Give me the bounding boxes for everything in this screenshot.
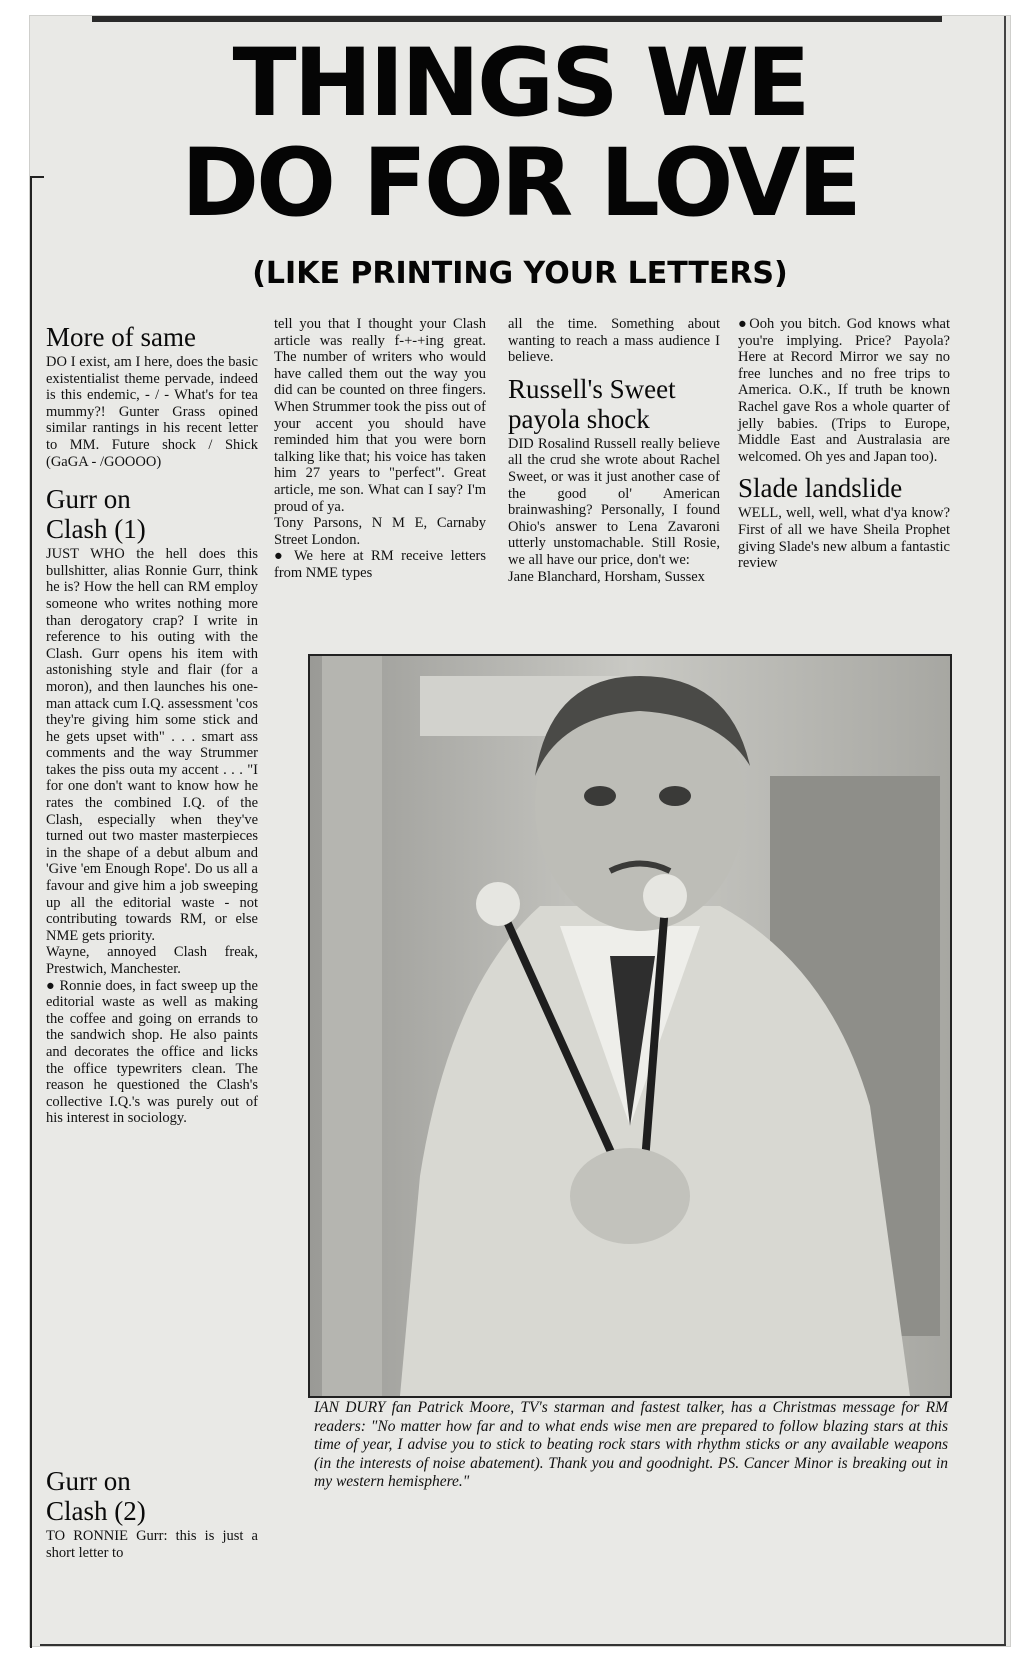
letter-heading-slade-landslide: Slade landslide [738, 473, 903, 504]
headline-line-2: DO FOR LOVE [181, 129, 859, 238]
mallet-head-right [643, 874, 687, 918]
editor-reply-ooh-you-bitch: ●Ooh you bitch. God knows what you're implying. Price? Payola? Here at Record Mirror we say no free lunches and no free trips to America. O.K., If truth be known Rachel gave Ros a whole quarter of jelly babies. (Trips to Europe, Middle East and Australasia are welcomed. Oh yes and Japan too). [738, 316, 950, 465]
column-1-bottom [46, 1460, 258, 1561]
door-frame [322, 656, 382, 1396]
letter-heading-more-of-same: More of same [46, 322, 196, 352]
heading-line: Russell's Sweet [508, 373, 676, 404]
letter-heading-gurr-on-clash-2 [46, 1466, 258, 1526]
letter-body-gurr-on-clash-1: JUST WHO the hell does this bullshitter, alias Ronnie Gurr, think he is? How the hell can RM employ someone who writes nothing more than derogatory crap? I write in reference to his outing with the Clash. Gurr opens his item with astonishing style and flair (for a moron), and then launches his one-man attack cum I.Q. assessment 'cos they're giving him some stick and he gets upset with" . . . smart ass comments and the way Strummer takes the piss outa my accent . . . "I for one don't want to know how he rates the combined I.Q. of the Clash, especially when they've turned out two master masterpieces in the shape of a debut album and 'Give 'em Enough Rope'. Do us all a favour and give him a job sweeping up all the editorial waste - not contributing towards RM, or else NME gets priority. [46, 546, 258, 944]
letter-heading-russells-sweet [508, 374, 720, 434]
letter-body-gurr-on-clash-2: TO RONNIE Gurr: this is just a short letter to [46, 1528, 258, 1561]
letter-body-slade-landslide: WELL, well, well, what d'ya know? First of all we have Sheila Prophet giving Slade's new album a fantastic review [738, 505, 950, 572]
heading-line: Gurr on [46, 1466, 131, 1496]
editor-reply-ronnie: ● Ronnie does, in fact sweep up the editorial waste as well as making the coffee and going on errands to the sandwich shop. He also paints and decorates the office and licks the office typewriters clean. The reason he questioned the Clash's collective I.Q.'s was purely out of his interest in sociology. [46, 977, 258, 1127]
left-column-rule [30, 176, 44, 1648]
column-3 [508, 316, 720, 585]
letter-heading-gurr-on-clash-1 [46, 484, 258, 544]
heading-line: Gurr on [46, 484, 131, 515]
letter-signature-jane-blanchard: Jane Blanchard, Horsham, Sussex [508, 568, 705, 585]
column-1 [46, 316, 258, 1127]
patrick-moore-photo [308, 654, 952, 1398]
editor-reply-nme: ● We here at RM receive letters from NME types [274, 548, 486, 581]
subheadline: (LIKE PRINTING YOUR LETTERS) [252, 256, 788, 291]
top-rule [92, 16, 942, 22]
column-2 [274, 316, 486, 582]
editor-reply-continued: all the time. Something about wanting to reach a mass audience I believe. [508, 316, 720, 366]
letter-body-russells-sweet: DID Rosalind Russell really believe all the crud she wrote about Rachel Sweet, or was it just another case of the good ol' American brainwashing? Personally, I found Ohio's answer to Lena Zavaroni utterly unstomachable. Still Rosie, we all have our price, don't we: [508, 435, 720, 568]
letter-signature-tony-parsons: Tony Parsons, N M E, Carnaby Street London. [274, 515, 486, 548]
caption-text: IAN DURY fan Patrick Moore, TV's starman and fastest talker, has a Christmas message for RM readers: "No matter how far and to what ends wise men are prepared to follow blazing stars at this time of year, I advise you to stick to beating rock stars with rhythm sticks or any available weapons (in the interests of noise abatement). Thank you and goodnight. PS. Cancer Minor is breaking out in my western hemisphere." [314, 1399, 948, 1491]
headline-line-1: THINGS WE [232, 29, 808, 138]
letter-body-more-of-same: DO I exist, am I here, does the basic existentialist theme pervade, indeed is this endemic, - / - What's for tea mummy?! Gunter Grass opined similar rantings in his recent letter to MM. Future shock / Shick (GaGA - /GOOOO) [46, 354, 258, 470]
letter-body-tony-parsons: tell you that I thought your Clash article was really f-+-+ing great. The number of writers who would have called them out the way you did can be counted on three fingers. When Strummer took the piss out of your accent you should have reminded him that you were born talking like that; his voice has taken him 27 years to "perfect". Great article, me son. What can I say? I'm proud of ya. [274, 316, 486, 515]
column-4 [738, 316, 950, 572]
photo-illustration [310, 656, 950, 1396]
heading-line: Clash (2) [46, 1496, 146, 1526]
mallet-head-left [476, 882, 520, 926]
hands [570, 1148, 690, 1244]
bottom-rule [40, 1644, 1006, 1646]
heading-line: payola shock [508, 403, 650, 434]
letter-signature-wayne: Wayne, annoyed Clash freak, Prestwich, Manchester. [46, 944, 258, 977]
newspaper-page [30, 16, 1010, 1646]
photo-caption [314, 1399, 948, 1492]
heading-line: Clash (1) [46, 514, 146, 545]
